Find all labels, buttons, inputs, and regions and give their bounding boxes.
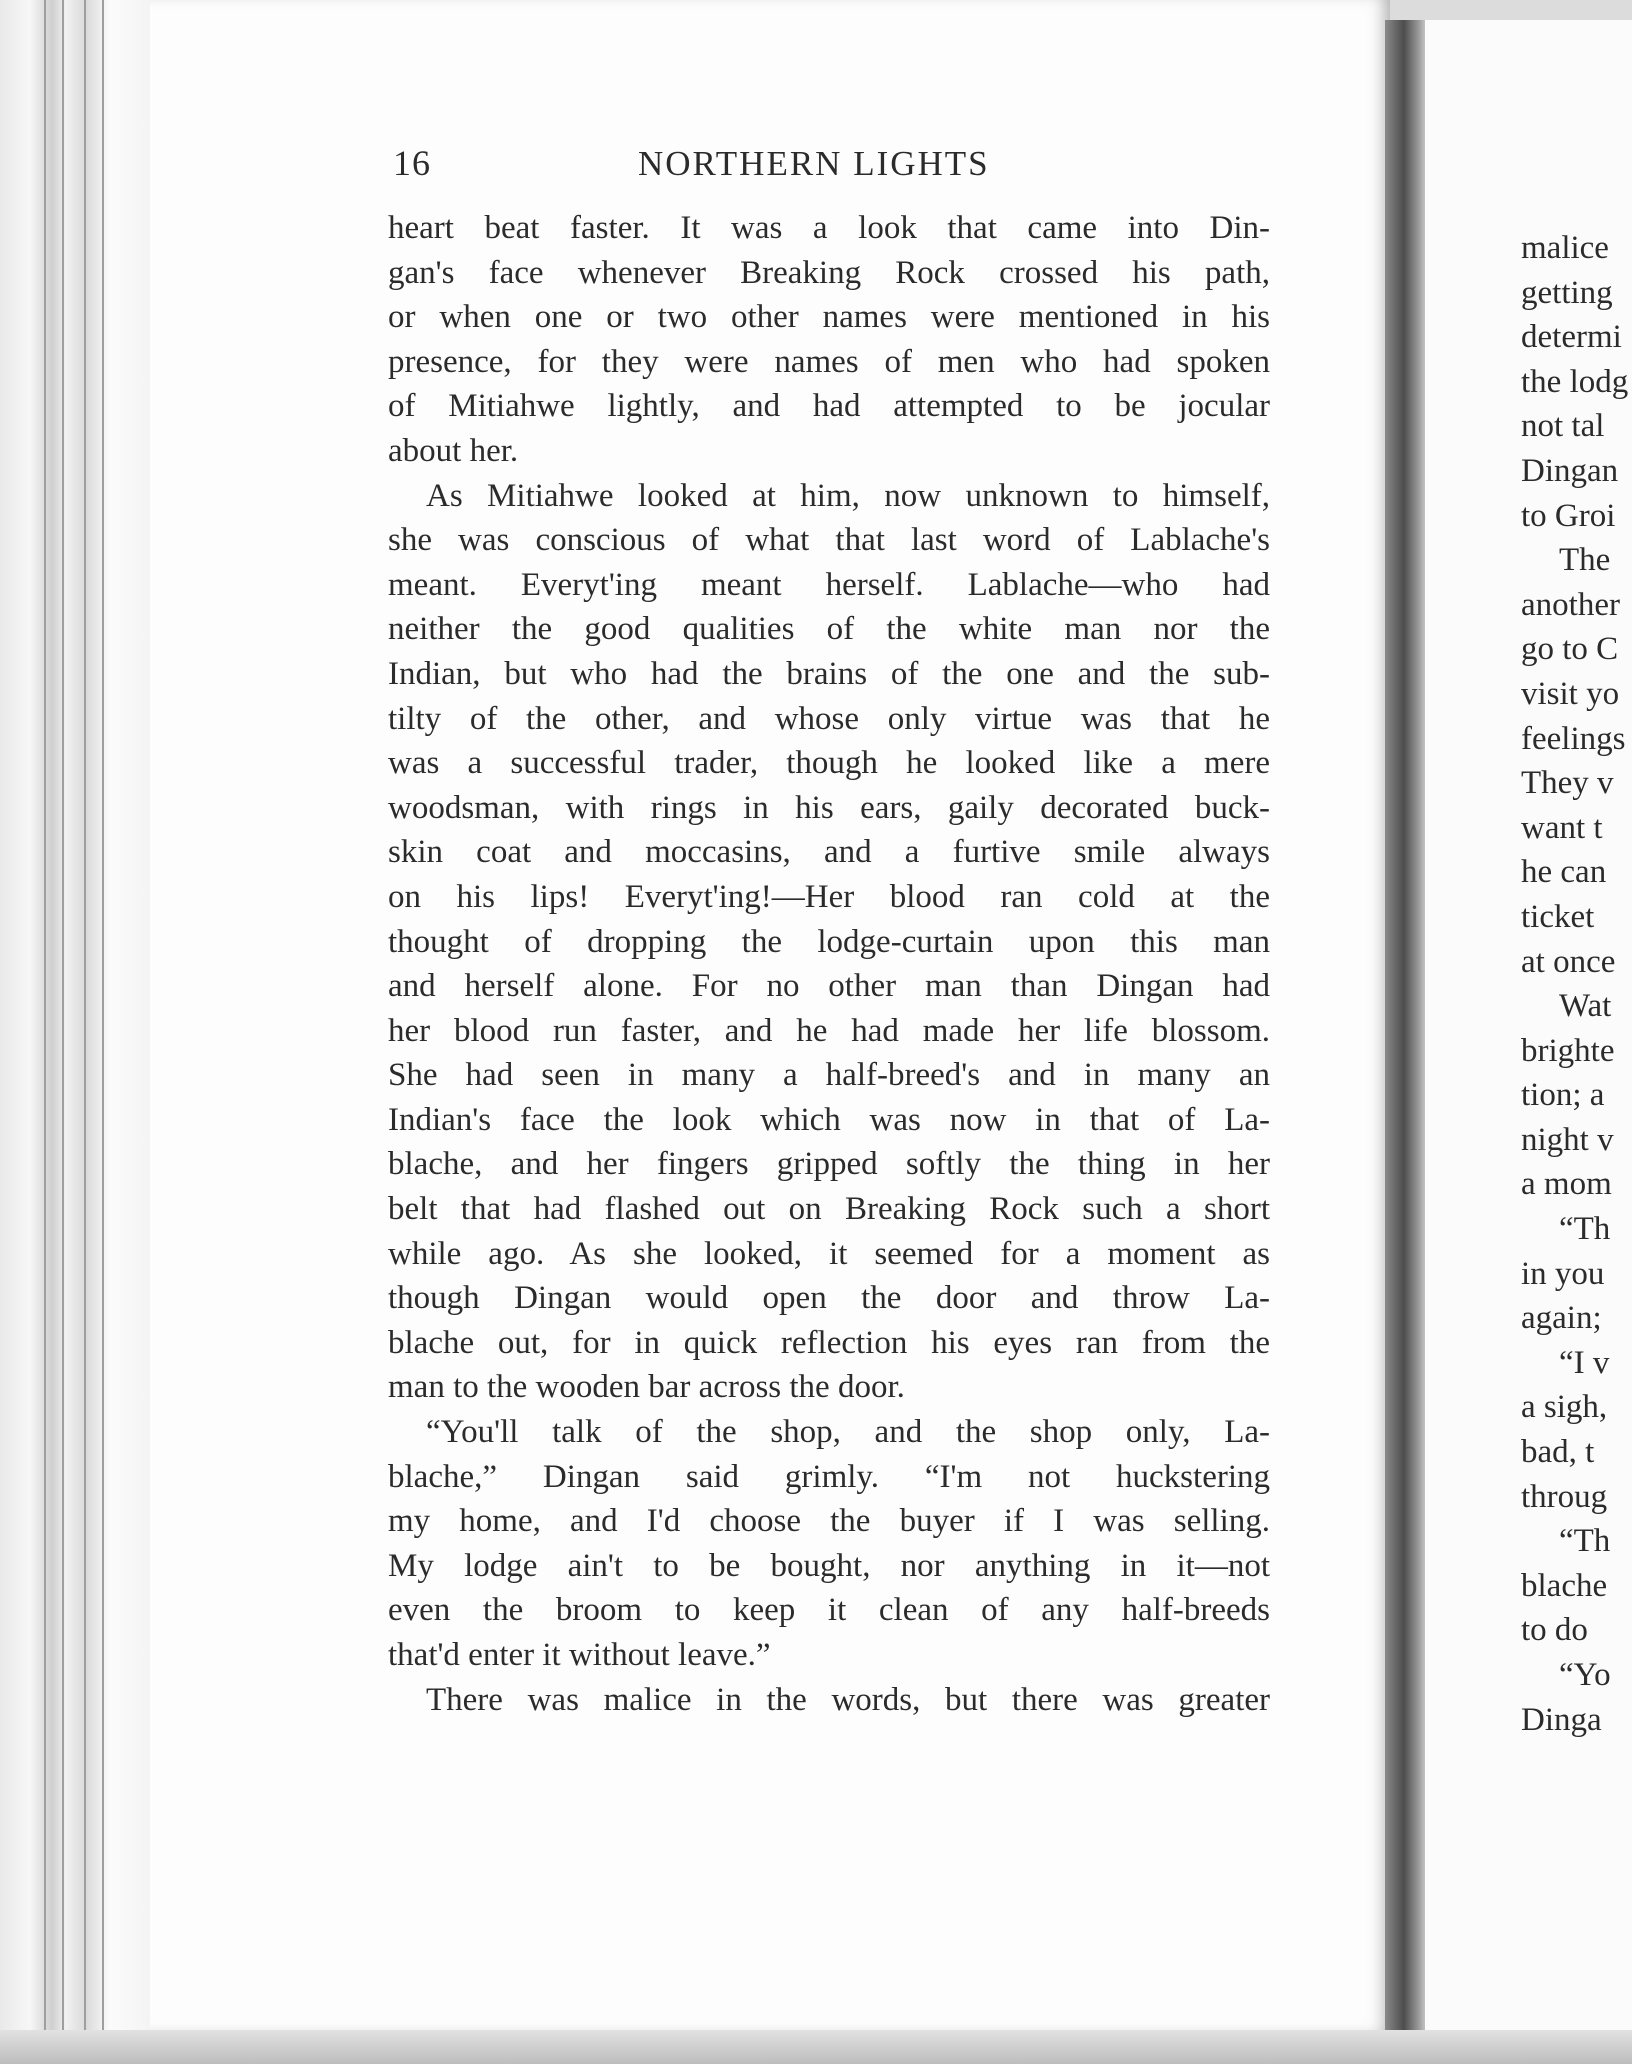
text-line: in you [1521,1255,1605,1292]
text-line: to do [1521,1612,1588,1649]
text-line: was a successful trader, though he looked like a mere [388,745,1270,782]
text-line: My lodge ain't to be bought, nor anything in it—not [388,1547,1270,1584]
text-line: blache out, for in quick reflection his eyes ran from the [388,1324,1270,1361]
text-line: visit yo [1521,675,1620,712]
page-edge-line [102,0,104,2064]
text-line: a sigh, [1521,1389,1608,1426]
text-line: blache [1521,1567,1608,1604]
text-line: determi [1521,319,1622,356]
right-page [1425,20,1632,2030]
page-number: 16 [393,143,431,183]
text-line: again; [1521,1300,1602,1337]
text-line: They v [1521,765,1614,802]
left-page-text [388,206,1270,1722]
text-line: Wat [1559,988,1612,1025]
text-line: another [1521,586,1620,623]
text-line: As Mitiahwe looked at him, now unknown to himself, [426,477,1270,514]
text-line: on his lips! Everyt'ing!—Her blood ran cold at the [388,878,1270,915]
text-line: presence, for they were names of men who had spoken [388,343,1270,380]
text-line: tilty of the other, and whose only virtue was that he [388,700,1270,737]
page-edge-line [62,0,64,2064]
bottom-edge [0,2030,1632,2064]
text-line: woodsman, with rings in his ears, gaily decorated buck- [388,789,1270,826]
page-edge-line [44,0,46,2064]
text-line: blache,” Dingan said grimly. “I'm not huckstering [388,1458,1270,1495]
text-line: the lodg [1521,363,1629,400]
text-line: The [1559,542,1611,579]
text-line: getting [1521,274,1613,311]
text-line: feelings [1521,720,1626,757]
text-line: not tal [1521,408,1605,445]
text-line: She had seen in many a half-breed's and in many an [388,1057,1270,1094]
text-line: he can [1521,854,1607,891]
text-line: skin coat and moccasins, and a furtive smile always [388,834,1270,871]
text-line: my home, and I'd choose the buyer if I was selling. [388,1503,1270,1540]
text-line: she was conscious of what that last word of Lablache's [388,522,1270,559]
text-line: There was malice in the words, but there was greater [426,1681,1270,1718]
text-line: Indian, but who had the brains of the one and the sub- [388,655,1270,692]
text-line: “I v [1559,1344,1610,1381]
book-binding-edge [0,0,150,2064]
text-line: of Mitiahwe lightly, and had attempted to be jocular [388,388,1270,425]
text-line: night v [1521,1121,1614,1158]
text-line: man to the wooden bar across the door. [388,1369,905,1406]
text-line: malice [1521,230,1609,266]
text-line: though Dingan would open the door and throw La- [388,1280,1270,1317]
text-line: want t [1521,809,1603,846]
text-line: “You'll talk of the shop, and the shop only, La- [426,1414,1270,1451]
text-line: ticket [1521,898,1595,935]
right-page-text [1425,226,1632,1742]
text-line: neither the good qualities of the white man nor the [388,611,1270,648]
text-line: meant. Everyt'ing meant herself. Lablache—who had [388,566,1270,603]
text-line: throug [1521,1478,1608,1515]
text-line: thought of dropping the lodge-curtain upon this man [388,923,1270,960]
running-head [393,142,1273,192]
text-line: her blood run faster, and he had made her life blossom. [388,1012,1270,1049]
text-line: Dingan [1521,452,1619,489]
text-line: about her. [388,432,519,469]
text-line: even the broom to keep it clean of any half-breeds [388,1592,1270,1629]
text-line: that'd enter it without leave.” [388,1637,771,1673]
text-line: Indian's face the look which was now in that of La- [388,1101,1270,1138]
text-line: gan's face whenever Breaking Rock crossed his path, [388,254,1270,291]
text-line: “Th [1559,1523,1611,1560]
text-line: tion; a [1521,1077,1605,1114]
text-line: belt that had flashed out on Breaking Rock such a short [388,1191,1270,1228]
text-line: brighte [1521,1032,1615,1069]
text-line: while ago. As she looked, it seemed for a moment as [388,1235,1270,1272]
text-line: Dinga [1521,1701,1602,1738]
book-title: NORTHERN LIGHTS [638,144,990,183]
text-line: go to C [1521,631,1619,668]
text-line: and herself alone. For no other man than Dingan had [388,968,1270,1005]
book-gutter [1385,20,1427,2040]
text-line: at once [1521,943,1616,980]
text-line: a mom [1521,1166,1612,1203]
text-line: blache, and her fingers gripped softly the thing in her [388,1146,1270,1183]
text-line: or when one or two other names were mentioned in his [388,299,1270,336]
text-line: “Th [1559,1211,1611,1248]
text-line: “Yo [1559,1657,1611,1693]
page-edge-line [84,0,86,2064]
text-line: to Groi [1521,497,1616,534]
text-line: heart beat faster. It was a look that came into Din- [388,210,1270,246]
text-line: bad, t [1521,1434,1595,1471]
